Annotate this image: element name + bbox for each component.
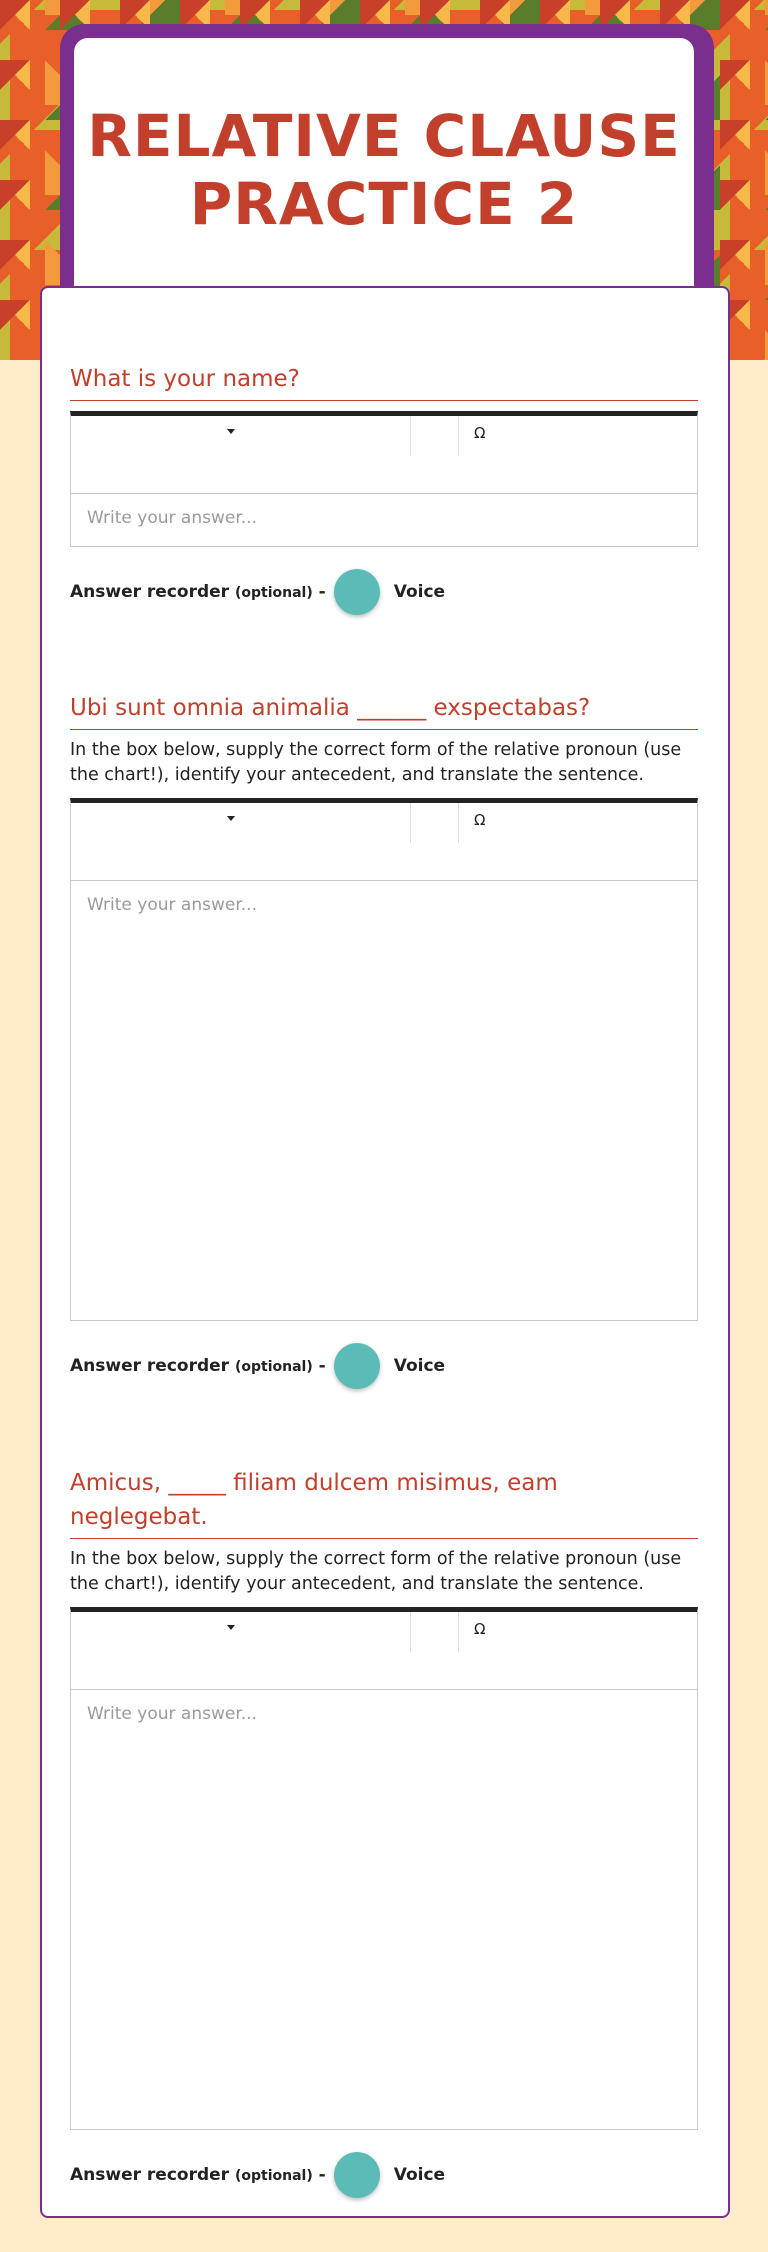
recorder-optional: (optional) [234, 585, 313, 601]
answer-input[interactable] [71, 881, 697, 1320]
record-voice-button[interactable] [334, 2152, 380, 2198]
special-character-button[interactable]: Ω [474, 424, 486, 442]
record-voice-button[interactable] [334, 569, 380, 615]
recorder-dash: - [318, 582, 326, 602]
recorder-dash: - [318, 2165, 326, 2185]
page-title [80, 102, 688, 238]
answer-input[interactable] [71, 494, 697, 546]
question-title: Amicus, _____ filiam dulcem misimus, eam neglegebat. [70, 1466, 698, 1539]
question-title: Ubi sunt omnia animalia ______ exspectabas? [70, 691, 698, 730]
toolbar-spacer [411, 1612, 459, 1652]
answer-editor [70, 798, 698, 1321]
answer-editor [70, 1607, 698, 2130]
record-voice-button[interactable] [334, 1343, 380, 1389]
voice-label: Voice [393, 2165, 446, 2185]
voice-label: Voice [393, 582, 446, 602]
page-title-line2: PRACTICE 2 [189, 170, 579, 238]
question-description: In the box below, supply the correct form of the relative pronoun (use the chart!), identify your antecedent, and translate the sentence. [70, 740, 682, 785]
page-title-line1: RELATIVE CLAUSE [87, 102, 681, 170]
recorder-optional: (optional) [234, 1359, 313, 1375]
special-character-button[interactable]: Ω [474, 811, 486, 829]
chevron-down-icon [227, 816, 235, 821]
answer-input[interactable] [71, 1690, 697, 2129]
editor-toolbar [71, 1612, 697, 1690]
answer-editor [70, 411, 698, 547]
question-1 [70, 362, 698, 615]
format-dropdown[interactable] [71, 803, 411, 843]
recorder-label: Answer recorder (optional) - [70, 2165, 326, 2185]
question-description: In the box below, supply the correct form of the relative pronoun (use the chart!), identify your antecedent, and translate the sentence. [70, 1549, 682, 1594]
question-2 [70, 691, 698, 1389]
voice-label: Voice [393, 1356, 446, 1376]
answer-recorder [70, 2152, 698, 2198]
question-title: What is your name? [70, 362, 698, 401]
recorder-label: Answer recorder (optional) - [70, 582, 326, 602]
recorder-dash: - [318, 1356, 326, 1376]
editor-toolbar [71, 803, 697, 881]
recorder-optional: (optional) [234, 2168, 313, 2184]
chevron-down-icon [227, 429, 235, 434]
toolbar-spacer [411, 416, 459, 456]
question-3 [70, 1466, 698, 2198]
editor-toolbar [71, 416, 697, 494]
format-dropdown[interactable] [71, 1612, 411, 1652]
toolbar-spacer [411, 803, 459, 843]
recorder-label: Answer recorder (optional) - [70, 1356, 326, 1376]
format-dropdown[interactable] [71, 416, 411, 456]
chevron-down-icon [227, 1625, 235, 1630]
special-character-button[interactable]: Ω [474, 1620, 486, 1638]
answer-recorder [70, 569, 698, 615]
answer-recorder [70, 1343, 698, 1389]
